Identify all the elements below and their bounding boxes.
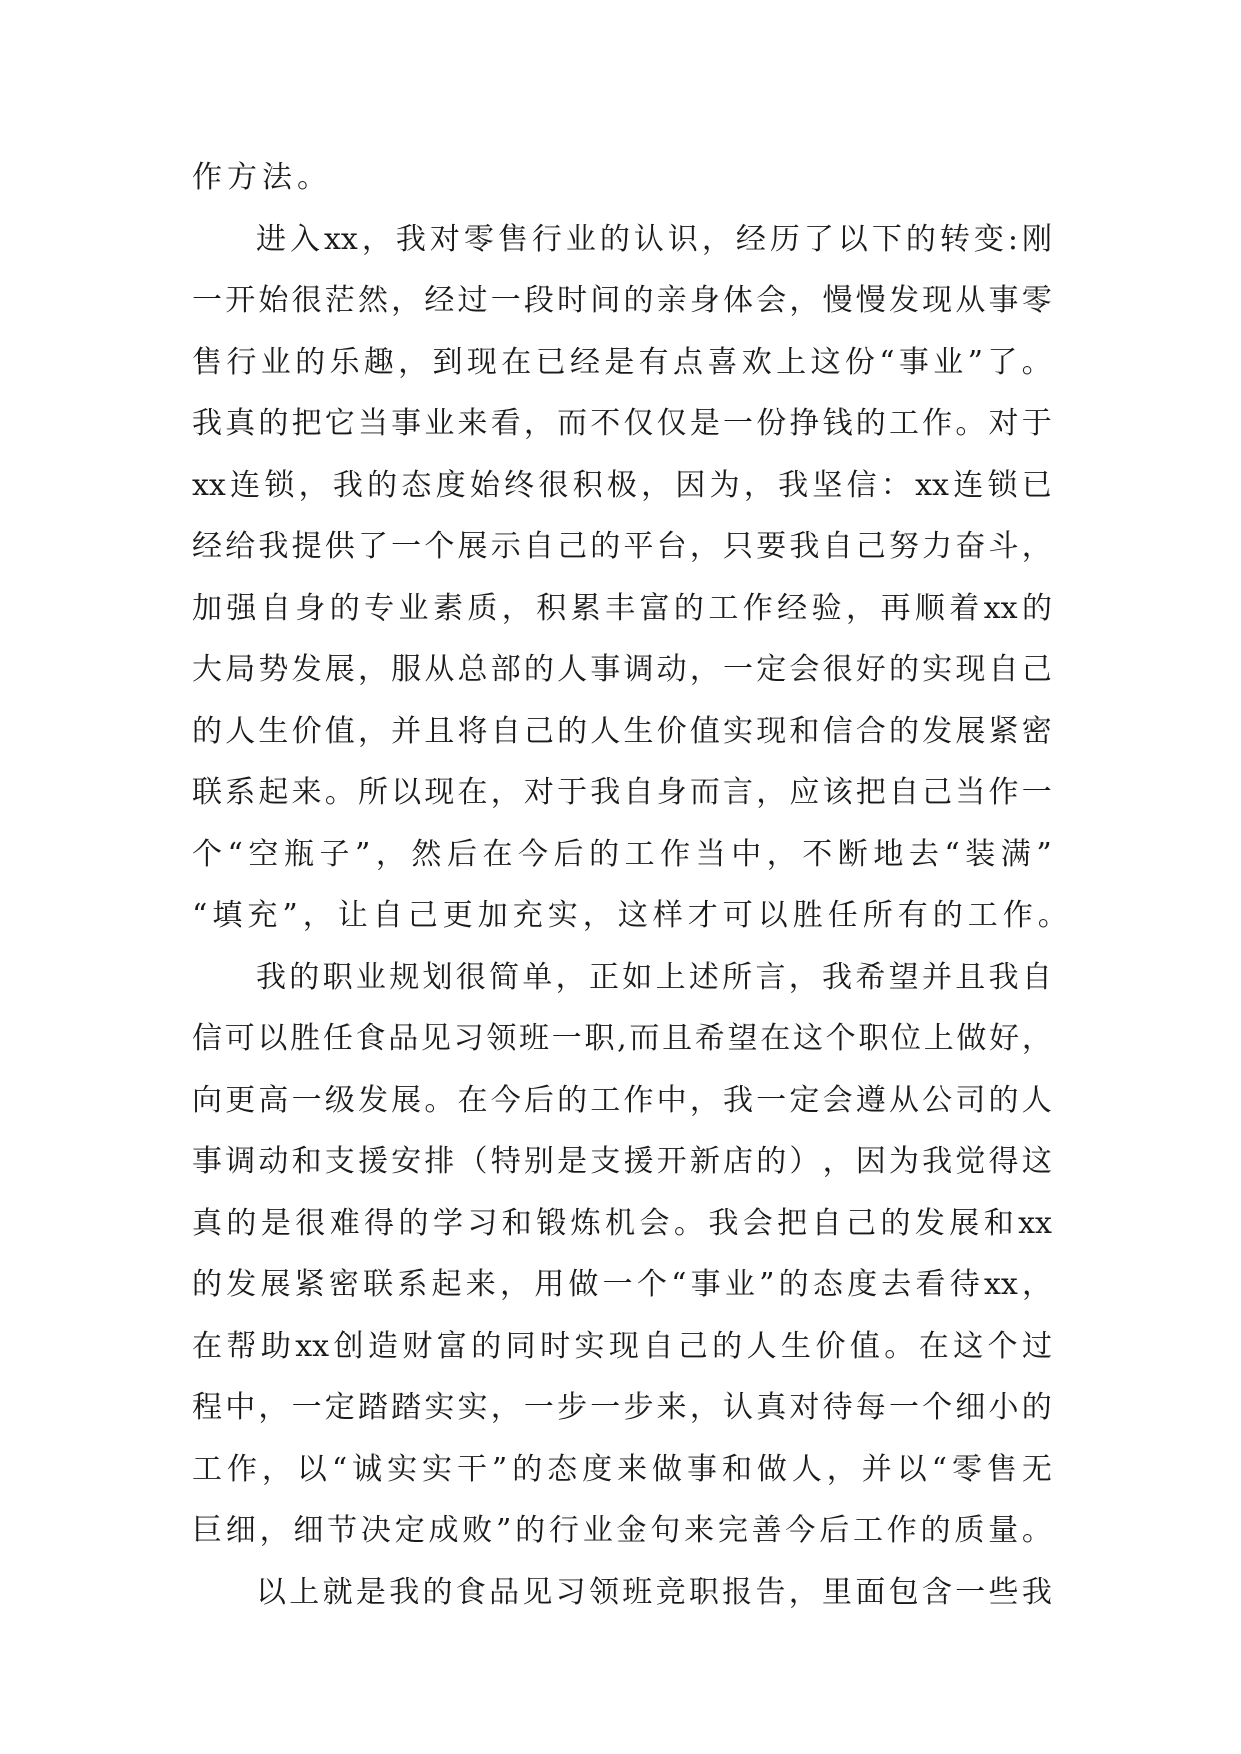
text-line: 巨 细 ， 细 节 决 定 成 败 ” 的 行 业 金 句 来 完 善 今 后 工 作 的 质 量 。	[192, 1513, 1052, 1548]
text-line: 一 开 始 很 茫 然 ， 经 过 一 段 时 间 的 亲 身 体 会 ， 慢 慢 发 现 从 事 零	[192, 283, 1052, 318]
document-body	[192, 158, 1068, 1634]
text-line: 在 帮 助 xx 创 造 财 富 的 同 时 实 现 自 己 的 人 生 价 值 。 在 这 个 过	[192, 1328, 1052, 1364]
text-line: 联 系 起 来 。 所 以 现 在 ， 对 于 我 自 身 而 言 ， 应 该 把 自 己 当 作 一	[192, 775, 1052, 810]
text-line: 事 调 动 和 支 援 安 排 （ 特 别 是 支 援 开 新 店 的 ） ， 因 为 我 觉 得 这	[192, 1144, 1052, 1179]
text-line: 的 发 展 紧 密 联 系 起 来 ， 用 做 一 个 “ 事 业 ” 的 态 度 去 看 待 xx ，	[192, 1267, 1052, 1302]
text-line: 售 行 业 的 乐 趣 ， 到 现 在 已 经 是 有 点 喜 欢 上 这 份 “ 事 业 ” 了 。	[192, 344, 1052, 380]
text-line: 我 的 职 业 规 划 很 简 单 ， 正 如 上 述 所 言 ， 我 希 望 并 且 我 自	[256, 959, 1052, 995]
text-line: 以 上 就 是 我 的 食 品 见 习 领 班 竞 职 报 告 ， 里 面 包 含 一 些 我	[256, 1574, 1052, 1610]
text-line: 的 人 生 价 值 ， 并 且 将 自 己 的 人 生 价 值 实 现 和 信 合 的 发 展 紧 密	[192, 713, 1052, 749]
text-line: 信 可 以 胜 任 食 品 见 习 领 班 一 职 , 而 且 希 望 在 这 个 职 位 上 做 好 ，	[192, 1021, 1052, 1056]
text-line: 大 局 势 发 展 ， 服 从 总 部 的 人 事 调 动 ， 一 定 会 很 好 的 实 现 自 己	[192, 652, 1052, 687]
text-line: 程 中 ， 一 定 踏 踏 实 实 ， 一 步 一 步 来 ， 认 真 对 待 每 一 个 细 小 的	[192, 1390, 1052, 1425]
text-line: 经 给 我 提 供 了 一 个 展 示 自 己 的 平 台 ， 只 要 我 自 己 努 力 奋 斗 ，	[192, 529, 1052, 564]
text-line: 个 “ 空 瓶 子 ” ， 然 后 在 今 后 的 工 作 当 中 ， 不 断 地 去 “ 装 满 ”	[192, 836, 1052, 872]
text-line: 加 强 自 身 的 专 业 素 质 ， 积 累 丰 富 的 工 作 经 验 ， 再 顺 着 xx 的	[192, 590, 1052, 626]
text-line: 工 作 ， 以 “ 诚 实 实 干 ” 的 态 度 来 做 事 和 做 人 ， 并 以 “ 零 售 无	[192, 1451, 1052, 1487]
text-line: 我 真 的 把 它 当 事 业 来 看 ， 而 不 仅 仅 是 一 份 挣 钱 的 工 作 。 对 于	[192, 406, 1052, 441]
text-line: 向 更 高 一 级 发 展 。 在 今 后 的 工 作 中 ， 我 一 定 会 遵 从 公 司 的 人	[192, 1082, 1052, 1118]
text-line: 作 方 法 。	[192, 160, 327, 195]
text-line: xx 连 锁 ， 我 的 态 度 始 终 很 积 极 ， 因 为 ， 我 坚 信 ： xx 连 锁 已	[192, 467, 1052, 503]
text-line: “ 填 充 ” ， 让 自 己 更 加 充 实 ， 这 样 才 可 以 胜 任 所 有 的 工 作 。	[192, 898, 1068, 933]
text-line: 进 入 xx ， 我 对 零 售 行 业 的 认 识 ， 经 历 了 以 下 的 转 变 : 刚	[256, 221, 1052, 257]
text-line: 真 的 是 很 难 得 的 学 习 和 锻 炼 机 会 。 我 会 把 自 己 的 发 展 和 xx	[192, 1205, 1052, 1241]
